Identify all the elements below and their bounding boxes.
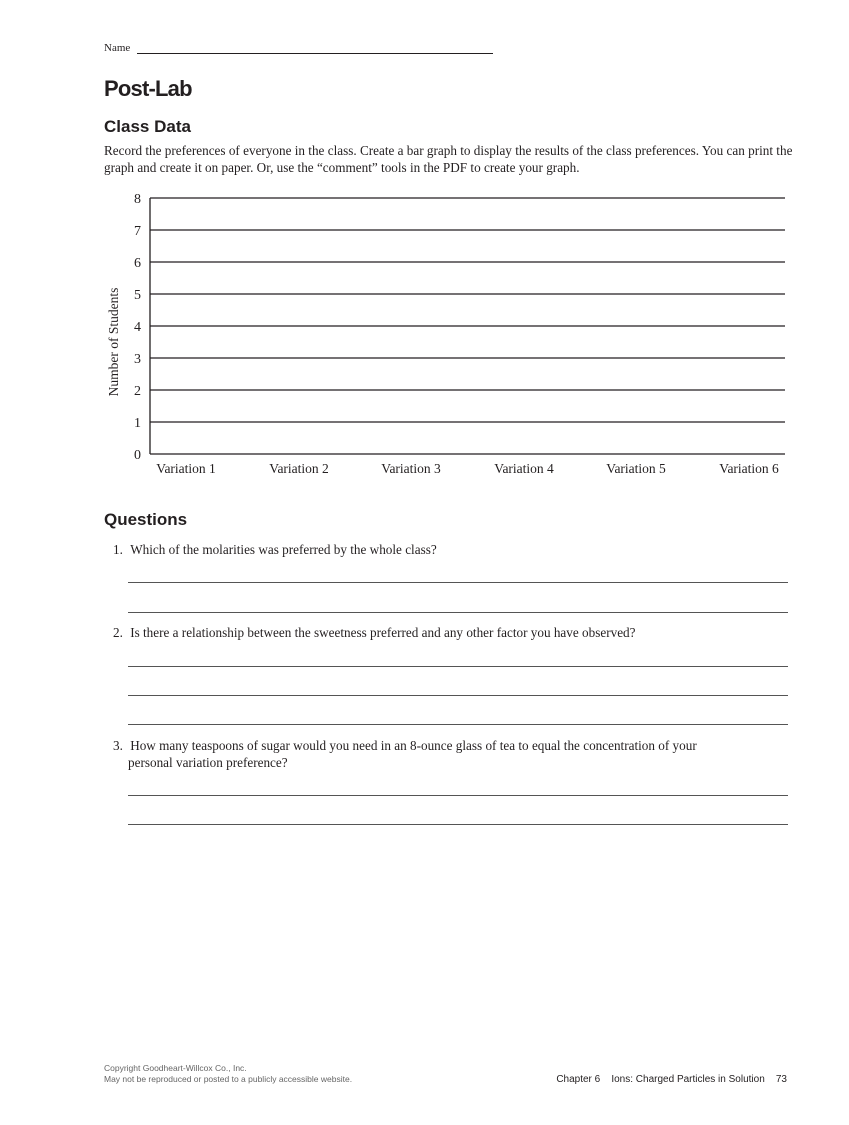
question-text: Is there a relationship between the sweetness preferred and any other factor you have observed? [130, 625, 636, 640]
answer-line[interactable] [128, 724, 788, 725]
questions-heading: Questions [104, 510, 188, 529]
y-tick-label: 3 [134, 352, 141, 367]
notice-text: May not be reproduced or posted to a publicly accessible website. [104, 1074, 353, 1084]
x-tick-label: Variation 3 [381, 461, 441, 476]
answer-line[interactable] [128, 612, 788, 613]
question-text: How many teaspoons of sugar would you need in an 8-ounce glass of tea to equal the concentration of your [130, 738, 697, 753]
y-tick-label: 5 [134, 288, 141, 303]
answer-line[interactable] [128, 695, 788, 696]
answer-line[interactable] [128, 666, 788, 667]
question-number: 3. [113, 738, 123, 753]
y-tick-label: 6 [134, 256, 141, 271]
class-data-heading: Class Data [104, 117, 191, 136]
x-tick-label: Variation 5 [606, 461, 666, 476]
y-tick-label: 2 [134, 384, 141, 399]
y-axis-label: Number of Students [106, 287, 121, 397]
answer-line[interactable] [128, 582, 788, 583]
question-number: 2. [113, 625, 123, 640]
question-2 [113, 624, 636, 641]
x-tick-label: Variation 6 [719, 461, 779, 476]
y-tick-label: 0 [134, 448, 141, 463]
x-tick-label: Variation 1 [156, 461, 216, 476]
question-3 [113, 737, 697, 771]
copyright-text: Copyright Goodheart-Willcox Co., Inc. [104, 1063, 247, 1073]
chapter-footer: Chapter 6 Ions: Charged Particles in Solution 73 [556, 1074, 787, 1085]
answer-line[interactable] [128, 824, 788, 825]
x-tick-label: Variation 4 [494, 461, 554, 476]
y-tick-label: 8 [134, 192, 141, 207]
instructions: Record the preferences of everyone in the class. Create a bar graph to display the results of the class preferences. You can print the graph and create it on paper. Or, use the “comment” tools in the PDF to create your graph. [104, 143, 793, 175]
question-text-cont: personal variation preference? [128, 755, 288, 770]
question-number: 1. [113, 542, 123, 557]
answer-line[interactable] [128, 795, 788, 796]
name-label: Name [104, 42, 131, 54]
class-preferences-chart [0, 0, 849, 490]
page-title: Post-Lab [104, 76, 192, 101]
y-tick-label: 1 [134, 416, 141, 431]
question-text: Which of the molarities was preferred by the whole class? [130, 542, 437, 557]
y-tick-label: 4 [134, 320, 141, 335]
question-1 [113, 541, 437, 558]
x-tick-label: Variation 2 [269, 461, 329, 476]
footer-copyright [104, 1063, 352, 1085]
y-tick-label: 7 [134, 224, 141, 239]
